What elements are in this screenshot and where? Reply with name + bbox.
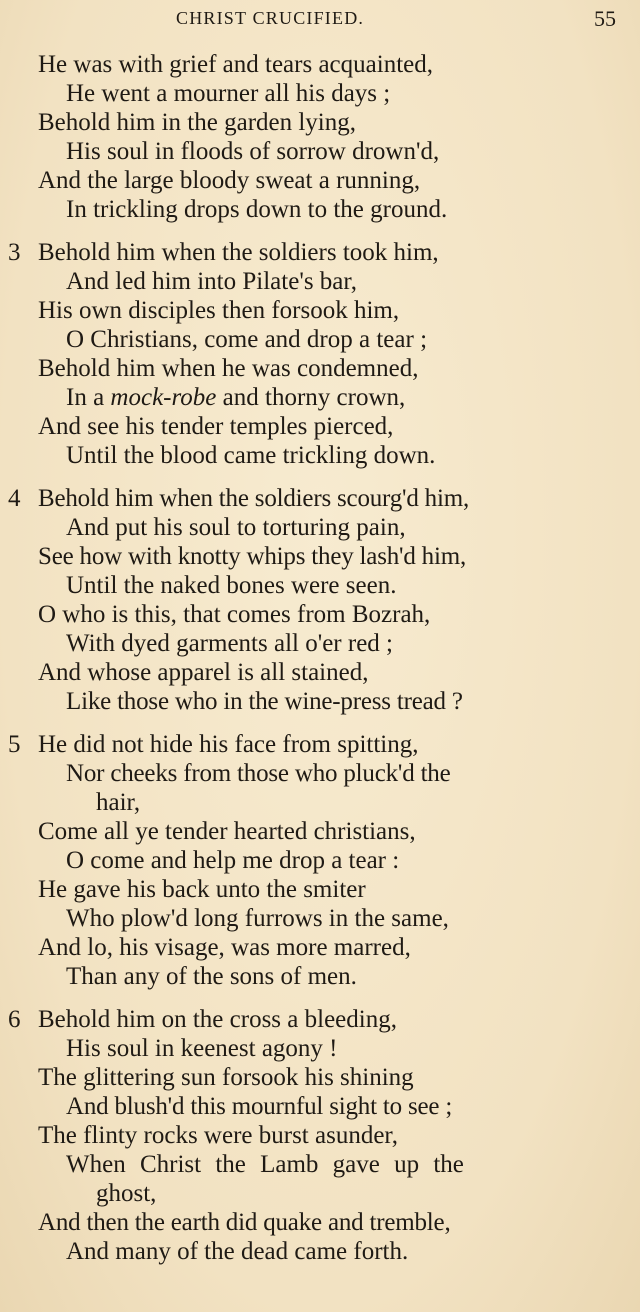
verse-line: And put his soul to torturing pain, <box>66 514 406 541</box>
verse-line: And the large bloody sweat a running, <box>38 167 421 194</box>
stanza-4 <box>0 484 640 716</box>
verse-line: O come and help me drop a tear : <box>66 847 400 874</box>
verse-line <box>0 383 640 412</box>
verse-line: He went a mourner all his days ; <box>66 80 391 107</box>
verse-line: And then the earth did quake and tremble, <box>38 1209 451 1236</box>
verse-line: And see his tender temples pierced, <box>38 413 394 440</box>
verse-text: Behold him when the soldiers took him, <box>38 239 439 266</box>
verse-line: The flinty rocks were burst asunder, <box>38 1122 398 1149</box>
verse-line: Behold him in the garden lying, <box>38 109 357 136</box>
stanza-3 <box>0 238 640 470</box>
verse-line: His own disciples then forsook him, <box>38 297 400 324</box>
verse-text: and thorny crown, <box>216 384 406 411</box>
verse-line: Like those who in the wine-press tread ? <box>66 688 463 715</box>
verse-line: And whose apparel is all stained, <box>38 659 369 686</box>
verse-line: Until the blood came trickling down. <box>66 442 436 469</box>
hymn-text <box>0 50 640 1266</box>
verse-line: He gave his back unto the smiter <box>38 876 366 903</box>
verse-text: He did not hide his face from spitting, <box>38 731 419 758</box>
stanza-number: 5 <box>8 731 21 758</box>
verse-line: See how with knotty whips they lash'd him, <box>38 543 467 570</box>
verse-line: His soul in floods of sorrow drown'd, <box>66 138 440 165</box>
verse-text: Behold him on the cross a bleeding, <box>38 1006 397 1033</box>
italic-term: mock-robe <box>110 384 217 411</box>
verse-line: Come all ye tender hearted christians, <box>38 818 416 845</box>
stanza-5 <box>0 730 640 991</box>
verse-line: The glittering sun forsook his shining <box>38 1064 414 1091</box>
verse-line: With dyed garments all o'er red ; <box>66 630 394 657</box>
verse-text: In a <box>66 384 111 411</box>
verse-line: O who is this, that comes from Bozrah, <box>38 601 431 628</box>
running-title: CHRIST CRUCIFIED. <box>176 8 365 28</box>
stanza-number: 4 <box>8 485 21 512</box>
verse-line: He was with grief and tears acquainted, <box>38 51 433 78</box>
verse-line: Nor cheeks from those who pluck'd the <box>66 760 451 787</box>
verse-line: Than any of the sons of men. <box>66 963 357 990</box>
verse-line: Until the naked bones were seen. <box>66 572 397 599</box>
verse-line <box>0 730 640 759</box>
stanza-number: 3 <box>8 239 21 266</box>
verse-line: His soul in keenest agony ! <box>66 1035 338 1062</box>
verse-line <box>0 1005 640 1034</box>
verse-line: hair, <box>96 789 141 816</box>
verse-line <box>0 484 640 513</box>
page-number: 55 <box>594 6 616 31</box>
verse-line: O Christians, come and drop a tear ; <box>66 326 428 353</box>
verse-line: And lo, his visage, was more marred, <box>38 934 411 961</box>
verse-line <box>0 238 640 267</box>
verse-line: Who plow'd long furrows in the same, <box>66 905 449 932</box>
verse-line: And many of the dead came forth. <box>66 1238 409 1265</box>
verse-line: And led him into Pilate's bar, <box>66 268 357 295</box>
verse-line: Behold him when he was condemned, <box>38 355 419 382</box>
stanza-6 <box>0 1005 640 1266</box>
verse-line: And blush'd this mournful sight to see ; <box>66 1093 453 1120</box>
stanza-number: 6 <box>8 1006 21 1033</box>
verse-line: In trickling drops down to the ground. <box>66 196 448 223</box>
verse-text: Behold him when the soldiers scourg'd him, <box>38 485 470 512</box>
page-header <box>0 6 640 32</box>
stanza-continued <box>0 50 640 224</box>
verse-line: ghost, <box>96 1180 157 1207</box>
verse-line: When Christ the Lamb gave up the <box>66 1151 464 1178</box>
